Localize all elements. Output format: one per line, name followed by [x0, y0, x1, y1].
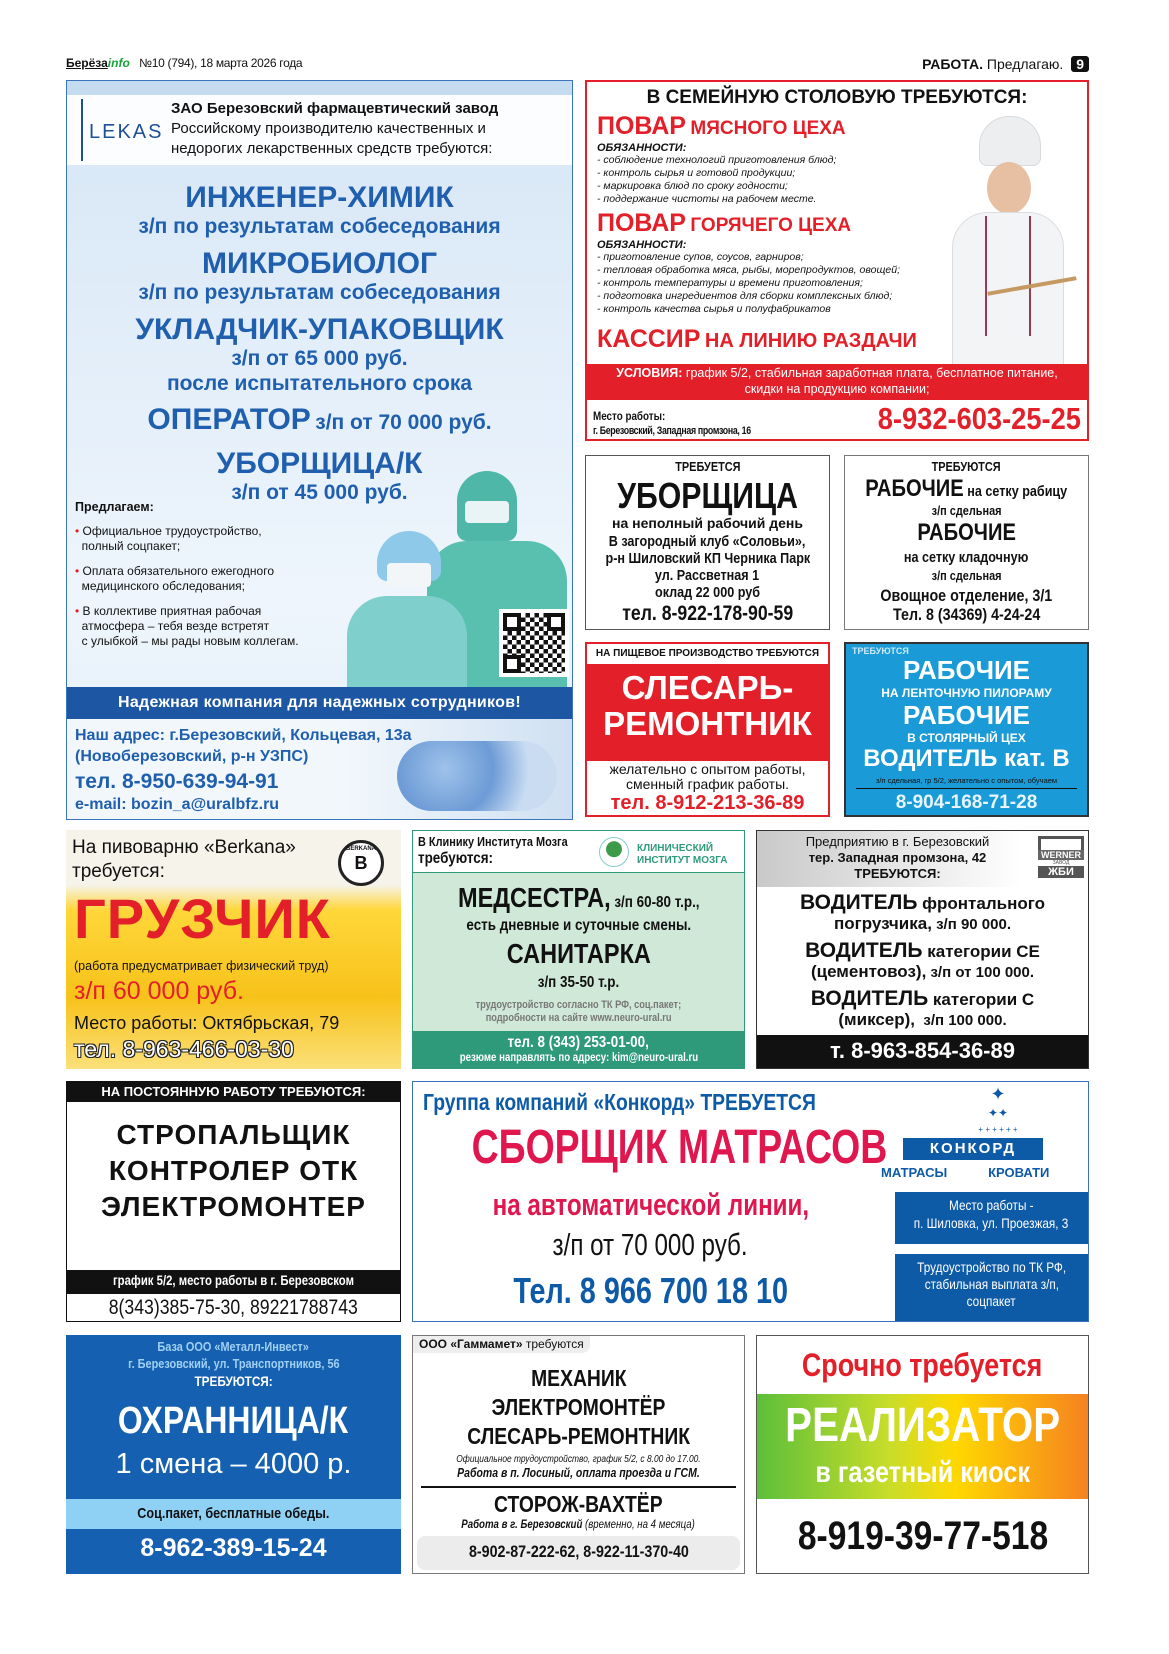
konkord-logo-sub: МАТРАСЫ КРОВАТИ: [881, 1165, 1050, 1180]
job-title: УБОРЩИЦА/К: [216, 447, 423, 480]
lekas-logo-bar: [81, 99, 83, 161]
clinic-logo-text: ИНСТИТУТ МОЗГА: [637, 855, 728, 866]
phone: т. 8-963-854-36-89: [830, 1038, 1015, 1063]
terms: з/п сдельная, гр 5/2, желательно с опытом, обучаем: [875, 776, 1058, 785]
job-detail: фронтального: [917, 894, 1045, 913]
offer-item: • Официальное трудоустройство, полный соцпакет;: [75, 524, 262, 553]
phone: тел. 8-922-178-90-59: [622, 602, 793, 625]
konkord-stars-icon: ✦ ✦✦: [987, 1084, 1009, 1120]
werner-logo: WERNER ЗАВОД ЖБИ: [1038, 836, 1084, 884]
job-note: НА ЛЕНТОЧНУЮ ПИЛОРАМУ: [881, 686, 1052, 700]
job-detail: (цементовоз),: [810, 962, 927, 981]
clinic-logo-tree-icon: [599, 837, 629, 867]
konkord-dots-icon: + + + + + +: [978, 1125, 1018, 1134]
phone: тел. 8-912-213-36-89: [610, 792, 805, 814]
duties-title: ОБЯЗАННОСТИ:: [597, 239, 687, 251]
label: ТРЕБУЮТСЯ: [852, 646, 909, 656]
detail: В загородный клуб «Соловьи»,: [609, 533, 806, 550]
pay: з/п от 100 000.: [926, 964, 1035, 981]
job-note: на сетку кладочную: [904, 549, 1029, 566]
phone: 8-904-168-71-28: [895, 792, 1038, 813]
konkord-logo: КОНКОРД: [903, 1138, 1043, 1160]
job-title: СТОРОЖ-ВАХТЁР: [494, 1491, 663, 1517]
duty: - контроль сырья и готовой продукции;: [597, 167, 796, 179]
job-title: ОХРАННИЦА/К: [118, 1400, 349, 1442]
job-nurse: МЕДСЕСТРА, з/п 60-80 т.р.,: [457, 882, 700, 913]
lekas-intro: Российскому производителю качественных и: [171, 120, 486, 137]
offer-title: Предлагаем:: [75, 500, 154, 514]
detail: на неполный рабочий день: [612, 515, 803, 531]
job-cook-meat: ПОВАР МЯСНОГО ЦЕХА: [597, 112, 846, 140]
job-title: ВОДИТЕЛЬ: [800, 891, 918, 914]
offer-item: • Оплата обязательного ежегодного медицинского обследования;: [75, 564, 275, 593]
ad-permanent-jobs: [66, 1081, 401, 1322]
job-title: ЭЛЕКТРОМОНТЕР: [101, 1191, 366, 1222]
job-detail: (миксер),: [838, 1010, 916, 1029]
address: Наш адрес: г.Березовский, Кольцевая, 13а: [75, 727, 412, 744]
label: ООО «Гаммамет» требуются: [413, 1336, 590, 1353]
phone: 8-932-603-25-25: [877, 401, 1081, 436]
phone: 8(343)385-75-30, 89221788743: [108, 1296, 359, 1319]
job-detail: погрузчика,: [833, 914, 932, 933]
chef-photo: [937, 116, 1087, 366]
ad-gammamet: [412, 1335, 745, 1574]
ad-mechanic-food: [585, 642, 830, 817]
job-title: МЕХАНИК: [530, 1365, 627, 1391]
salary: з/п 60 000 руб.: [74, 977, 244, 1005]
job-detail: категории С: [928, 990, 1035, 1009]
issue-date: №10 (794), 18 марта 2026 года: [139, 56, 303, 70]
phone: 8-919-39-77-518: [797, 1514, 1048, 1558]
salary: з/п от 70 000 руб.: [552, 1227, 749, 1262]
brand-logo: Берёза: [66, 56, 108, 70]
ad-brewery: [66, 830, 401, 1069]
brand-logo-suffix: info: [107, 56, 130, 70]
place: Место работы -: [949, 1197, 1034, 1213]
job-title: ОПЕРАТОР: [147, 403, 311, 436]
job-title: СЛЕСАРЬ-: [621, 669, 794, 706]
ad-newspaper-kiosk: [756, 1335, 1089, 1574]
phone: 8-962-389-15-24: [140, 1534, 327, 1562]
address: Овощное отделение, 3/1: [880, 586, 1053, 605]
berkana-logo: BERKANA B: [338, 840, 384, 886]
duty: - тепловая обработка мяса, рыбы, морепродуктов, овощей;: [597, 264, 900, 276]
job-title: ГРУЗЧИК: [74, 887, 331, 950]
note: есть дневные и суточные смены.: [466, 917, 691, 934]
duty: - поддержание чистоты на рабочем месте.: [597, 193, 817, 205]
job-title: МИКРОБИОЛОГ: [202, 247, 437, 280]
intro: г. Березовский, ул. Транспортников, 56: [127, 1356, 340, 1371]
phone: Тел. 8 (34369) 4-24-24: [892, 605, 1041, 624]
pay: з/п сдельная: [931, 503, 1002, 518]
duty: - соблюдение технологий приготовления блюд;: [597, 154, 837, 166]
job-title: РЕАЛИЗАТОР: [785, 1399, 1060, 1452]
subsection-title: Предлагаю.: [986, 56, 1064, 72]
page-header-left: [66, 56, 302, 70]
intro: В Клинику Института Мозга: [418, 834, 568, 849]
job-title: УКЛАДЧИК-УПАКОВЩИК: [135, 313, 504, 346]
duty: - контроль качества сырья и полуфабрикатов: [597, 303, 831, 315]
terms: соцпакет: [966, 1293, 1017, 1309]
job-title: РАБОЧИЕ: [902, 700, 1031, 730]
job-note: после испытательного срока: [166, 372, 473, 395]
phone: Тел. 8 966 700 18 10: [513, 1270, 788, 1311]
phone: 8-902-87-222-62, 8-922-11-370-40: [468, 1542, 689, 1561]
subtitle: в газетный киоск: [815, 1456, 1030, 1489]
ad-workers-mesh: [844, 455, 1089, 630]
page-header-right: [922, 56, 1089, 72]
conditions: УСЛОВИЯ: график 5/2, стабильная заработная плата, бесплатное питание,: [616, 366, 1058, 380]
qr-code: [499, 609, 569, 677]
terms: стабильная выплата з/п,: [924, 1276, 1059, 1292]
place: г. Березовский, Западная промзона, 16: [593, 425, 751, 437]
job-salary: з/п от 65 000 руб.: [231, 347, 408, 370]
intro: тер. Западная промзона, 42: [808, 850, 987, 865]
ad-cleaner: [585, 455, 830, 630]
duty: - маркировка блюд по сроку годности;: [597, 180, 788, 192]
phone: тел. 8 (343) 253-01-00,: [507, 1034, 650, 1051]
job-cook-hot: ПОВАР ГОРЯЧЕГО ЦЕХА: [597, 209, 852, 237]
label: НА ПИЩЕВОЕ ПРОИЗВОДСТВО ТРЕБУЮТСЯ: [595, 648, 820, 659]
job-note: В СТОЛЯРНЫЙ ЦЕХ: [907, 731, 1026, 745]
job-title: ИНЖЕНЕР-ХИМИК: [185, 181, 454, 214]
label: ТРЕБУЕТСЯ: [674, 459, 741, 474]
ad-canteen: [585, 80, 1089, 441]
slogan: Надежная компания для надежных сотрудников!: [117, 694, 521, 711]
pay: з/п 35-50 т.р.: [537, 974, 620, 991]
salary: оклад 22 000 руб: [654, 584, 761, 601]
place: Место работы: Октябрьская, 79: [74, 1013, 340, 1033]
offer-item: • В коллективе приятная рабочая атмосфера – тебя везде встретят с улыбкой – мы рады новым коллегам.: [75, 604, 299, 648]
ad-title: В СЕМЕЙНУЮ СТОЛОВУЮ ТРЕБУЮТСЯ:: [646, 87, 1028, 108]
job-detail: категории CE: [922, 942, 1040, 961]
ad-lekas: [66, 80, 573, 820]
terms: Работа в п. Лосиный, оплата проезда и ГСМ.: [457, 1466, 700, 1480]
intro: ТРЕБУЮТСЯ:: [194, 1373, 273, 1389]
job-salary: з/п по результатам собеседования: [138, 281, 501, 304]
job-salary: з/п от 70 000 руб.: [315, 411, 492, 434]
urgent-label: Срочно требуется: [802, 1347, 1043, 1383]
ad-metall-invest: [66, 1335, 401, 1574]
clinic-logo-text: КЛИНИЧЕСКИЙ: [637, 843, 714, 854]
intro: На пивоварню «Berkana»: [72, 837, 296, 858]
email: e-mail: bozin_a@uralbfz.ru: [75, 796, 280, 813]
terms: трудоустройство согласно ТК РФ, соц.пакет;: [475, 999, 682, 1011]
intro: Группа компаний «Конкорд» ТРЕБУЕТСЯ: [423, 1089, 816, 1115]
place: п. Шиловка, ул. Проезжая, 3: [914, 1215, 1069, 1231]
pay: з/п 100 000.: [915, 1012, 1007, 1029]
job-title: УБОРЩИЦА: [617, 475, 798, 516]
intro: База ООО «Металл-Инвест»: [157, 1339, 310, 1354]
note: (работа предусматривает физический труд): [74, 959, 329, 973]
job-title: РЕМОНТНИК: [603, 705, 812, 742]
phone: тел. 8-963-466-03-30: [74, 1036, 294, 1062]
job-title: РАБОЧИЕ на сетку рабицу: [865, 475, 1068, 502]
intro: Предприятию в г. Березовский: [805, 834, 990, 849]
terms: Трудоустройство по ТК РФ,: [917, 1259, 1066, 1275]
job-title: РАБОЧИЕ: [917, 519, 1016, 546]
lekas-intro: недорогих лекарственных средств требуются:: [171, 140, 493, 157]
note: сменный график работы.: [625, 776, 790, 792]
intro: требуются:: [418, 850, 494, 867]
duty: - контроль температуры и времени приготовления;: [597, 277, 863, 289]
pay: 1 смена – 4000 р.: [115, 1448, 352, 1480]
conditions: скидки на продукцию компании;: [744, 382, 930, 396]
lekas-company: ЗАО Березовский фармацевтический завод: [171, 100, 499, 117]
job-title: СЛЕСАРЬ-РЕМОНТНИК: [467, 1423, 690, 1449]
benefits: Соц.пакет, бесплатные обеды.: [137, 1505, 330, 1522]
lekas-logo: LEKAS: [89, 121, 164, 143]
job-title: СБОРЩИК МАТРАСОВ: [471, 1121, 888, 1174]
job-cashier: КАССИР НА ЛИНИЮ РАЗДАЧИ: [597, 325, 917, 353]
ad-sawmill: [844, 642, 1089, 817]
place: Работа в г. Березовский (временно, на 4 месяца): [461, 1519, 696, 1531]
intro: требуется:: [72, 861, 165, 882]
terms: Официальное трудоустройство, график 5/2, с 8.00 до 17.00.: [456, 1454, 701, 1465]
duty: - подготовка ингредиентов для сборки комплексных блюд;: [597, 290, 893, 302]
job-title: РАБОЧИЕ: [902, 655, 1031, 685]
job-salary: з/п по результатам собеседования: [138, 215, 501, 238]
page-number: 9: [1071, 56, 1089, 72]
detail: ул. Рассветная 1: [655, 567, 760, 584]
resume-email: резюме направлять по адресу: kim@neuro-ural.ru: [459, 1052, 698, 1064]
subtitle: на автоматической линии,: [492, 1187, 809, 1222]
job-title: КОНТРОЛЕР ОТК: [108, 1155, 359, 1186]
job-title: ЭЛЕКТРОМОНТЁР: [491, 1394, 666, 1420]
pay: з/п сдельная: [931, 568, 1002, 583]
note: желательно с опытом работы,: [609, 761, 806, 777]
pay: з/п 90 000.: [931, 916, 1011, 933]
place-label: Место работы:: [593, 410, 666, 423]
job-title: ВОДИТЕЛЬ: [805, 939, 923, 962]
detail: р-н Шиловский КП Черника Парк: [605, 550, 811, 567]
job-salary: з/п от 45 000 руб.: [231, 481, 408, 504]
ad-concrete-plant: [756, 830, 1089, 1069]
job-title: СТРОПАЛЬЩИК: [116, 1119, 351, 1150]
label: НА ПОСТОЯННУЮ РАБОТУ ТРЕБУЮТСЯ:: [101, 1084, 366, 1099]
pills-image: [397, 741, 557, 811]
job-title: ВОДИТЕЛЬ кат. В: [863, 745, 1070, 772]
label: ТРЕБУЮТСЯ: [931, 459, 1002, 474]
terms: график 5/2, место работы в г. Березовском: [112, 1273, 355, 1288]
duties-title: ОБЯЗАННОСТИ:: [597, 142, 687, 154]
section-title: РАБОТА.: [922, 56, 983, 72]
job-title: САНИТАРКА: [506, 938, 651, 969]
terms: подробности на сайте www.neuro-ural.ru: [485, 1012, 672, 1024]
job-operator: [67, 403, 572, 436]
duty: - приготовление супов, соусов, гарниров;: [597, 251, 804, 263]
job-title: ВОДИТЕЛЬ: [810, 987, 929, 1010]
address-detail: (Новоберезовский, р-н УЗПС): [75, 748, 309, 765]
ad-clinic: [412, 830, 745, 1069]
ad-konkord: [412, 1081, 1089, 1322]
phone: тел. 8-950-639-94-91: [75, 770, 279, 793]
intro: ТРЕБУЮТСЯ:: [854, 866, 941, 881]
